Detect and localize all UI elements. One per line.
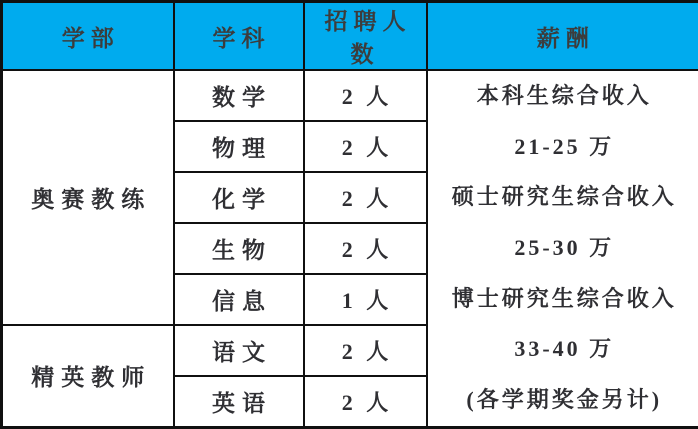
subject-math: 数学 [174, 70, 304, 121]
department-olympiad-coach: 奥赛教练 [2, 70, 174, 325]
count-informatics: 1 人 [304, 274, 427, 325]
subject-chinese: 语文 [174, 325, 304, 376]
subject-biology: 生物 [174, 223, 304, 274]
table-row [2, 70, 698, 121]
count-biology: 2 人 [304, 223, 427, 274]
count-math: 2 人 [304, 70, 427, 121]
salary-line-master: 硕士研究生综合收入 [428, 184, 698, 210]
header-subject: 学科 [174, 2, 304, 71]
salary-line-bachelor-range: 21-25 万 [428, 134, 698, 160]
salary-line-phd-range: 33-40 万 [428, 336, 698, 362]
table-header-row [2, 2, 698, 71]
salary-line-phd: 博士研究生综合收入 [428, 286, 698, 312]
salary-lines [428, 71, 698, 426]
subject-physics: 物理 [174, 121, 304, 172]
count-chemistry: 2 人 [304, 172, 427, 223]
count-chinese: 2 人 [304, 325, 427, 376]
subject-chemistry: 化学 [174, 172, 304, 223]
subject-english: 英语 [174, 376, 304, 427]
count-physics: 2 人 [304, 121, 427, 172]
header-department: 学部 [2, 2, 174, 71]
subject-informatics: 信息 [174, 274, 304, 325]
salary-line-bonus-note: (各学期奖金另计) [428, 387, 698, 413]
salary-cell [427, 70, 698, 427]
header-count: 招聘人数 [304, 2, 427, 71]
header-salary: 薪酬 [427, 2, 698, 71]
salary-line-master-range: 25-30 万 [428, 235, 698, 261]
salary-line-bachelor: 本科生综合收入 [428, 83, 698, 109]
count-english: 2 人 [304, 376, 427, 427]
department-elite-teacher: 精英教师 [2, 325, 174, 427]
